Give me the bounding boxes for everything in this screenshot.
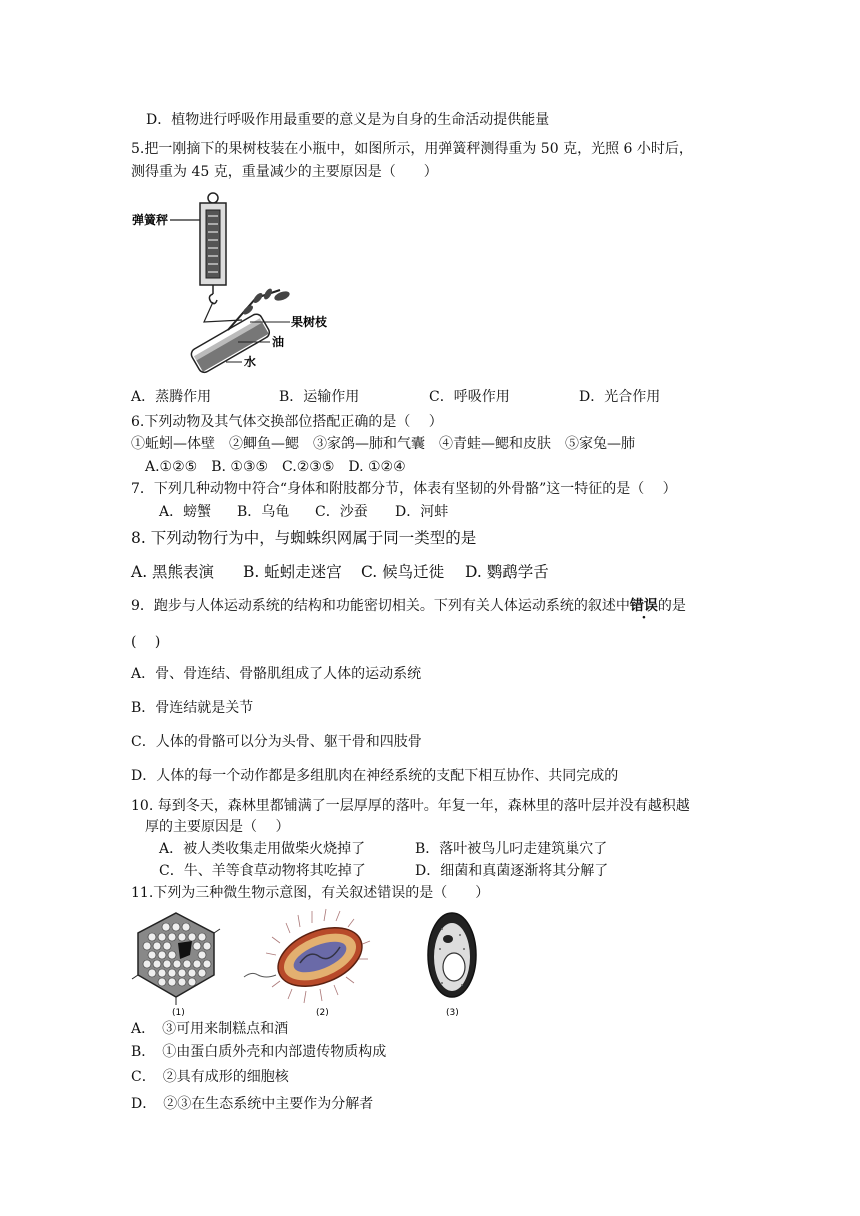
q7-options — [159, 503, 448, 521]
q6-stem: 6.下列动物及其气体交换部位搭配正确的是（ ） — [131, 414, 443, 430]
q6-options: A.①②⑤ B. ①③⑤ C.②③⑤ D. ①②④ — [145, 459, 406, 475]
q5-stem-line2: 测得重为 45 克，重量减少的主要原因是（ ） — [131, 164, 438, 180]
q8-option-d: D. 鹦鹉学舌 — [465, 563, 549, 581]
q10-option-c: C．牛、羊等食草动物将其吃掉了 — [159, 863, 366, 879]
q9-stem-post: 的是 — [657, 598, 686, 614]
q9-stem-pre: 9．跑步与人体运动系统的结构和功能密切相关。下列有关人体运动系统的叙述中 — [131, 598, 630, 614]
q9-option-b: B．骨连结就是关节 — [131, 700, 254, 716]
q11-stem: 11.下列为三种微生物示意图，有关叙述错误的是（ ） — [131, 885, 490, 901]
q11-option-c: C． ②具有成形的细胞核 — [131, 1069, 289, 1085]
q5-spring-scale-figure — [130, 190, 330, 380]
q5-stem-line1: 5.把一刚摘下的果树枝装在小瓶中，如图所示，用弹簧秤测得重为 50 克，光照 6 小时后， — [131, 141, 693, 157]
figure-label-1: (1) — [172, 1008, 185, 1017]
q6-items: ①蚯蚓—体壁 ②鲫鱼—鳃 ③家鸽—肺和气囊 ④青蛙—鳃和皮肤 ⑤家兔—肺 — [131, 436, 635, 452]
q8-options — [131, 563, 549, 581]
figure-label-branch: 果树枝 — [291, 315, 328, 329]
q9-emphasis-word: 错误 — [629, 598, 658, 614]
q5-option-c: C．呼吸作用 — [429, 389, 510, 405]
q5-option-a: A．蒸腾作用 — [131, 389, 212, 405]
q8-option-a: A. 黑熊表演 — [131, 563, 215, 581]
q9-stem — [131, 597, 686, 615]
q8-option-c: C. 候鸟迁徙 — [361, 563, 445, 581]
q7-option-a: A．螃蟹 — [159, 504, 212, 520]
q7-stem: 7．下列几种动物中符合“身体和附肢都分节，体表有坚韧的外骨骼”这一特征的是（ ） — [131, 481, 677, 497]
q7-option-c: C．沙蚕 — [315, 504, 368, 520]
q7-option-d: D．河蚌 — [395, 504, 449, 520]
q10-stem-line2: 厚的主要原因是（ ） — [145, 819, 290, 835]
figure-label-scale: 弹簧秤 — [132, 213, 169, 227]
figure-label-water: 水 — [244, 355, 257, 369]
figure-label-2: (2) — [316, 1008, 329, 1017]
q7-option-b: B．乌龟 — [237, 504, 290, 520]
q9-answer-paren: ( ) — [131, 634, 161, 650]
q5-option-d: D．光合作用 — [579, 389, 661, 405]
q11-option-b: B． ①由蛋白质外壳和内部遗传物质构成 — [131, 1044, 387, 1060]
q9-option-c: C．人体的骨骼可以分为头骨、躯干骨和四肢骨 — [131, 734, 422, 750]
q10-options-row1 — [159, 840, 607, 858]
figure-label-3: (3) — [446, 1008, 459, 1017]
q5-options — [131, 388, 660, 406]
q11-microorganisms-figure — [130, 905, 510, 1017]
q9-option-a: A．骨、骨连结、骨骼肌组成了人体的运动系统 — [131, 666, 422, 682]
q8-option-b: B. 蚯蚓走迷宫 — [243, 563, 342, 581]
q10-option-b: B．落叶被鸟儿叼走建筑巢穴了 — [415, 841, 608, 857]
virus-image — [132, 913, 220, 1017]
bacterium-image — [244, 909, 371, 1017]
q11-option-a: A． ③可用来制糕点和酒 — [131, 1021, 289, 1037]
q10-option-a: A．被人类收集走用做柴火烧掉了 — [159, 841, 366, 857]
q9-option-d: D．人体的每一个动作都是多组肌肉在神经系统的支配下相互协作、共同完成的 — [131, 768, 619, 784]
q10-options-row2 — [159, 862, 608, 880]
q5-option-b: B．运输作用 — [279, 389, 360, 405]
q4-option-d: D．植物进行呼吸作用最重要的意义是为自身的生命活动提供能量 — [146, 112, 550, 128]
q11-option-d: D． ②③在生态系统中主要作为分解者 — [131, 1096, 374, 1112]
figure-label-oil: 油 — [272, 335, 285, 349]
yeast-image — [428, 913, 476, 1017]
q8-stem: 8. 下列动物行为中，与蜘蛛织网属于同一类型的是 — [131, 529, 477, 547]
q10-stem-line1: 10. 每到冬天，森林里都铺满了一层厚厚的落叶。年复一年，森林里的落叶层并没有越积越 — [131, 798, 690, 814]
q10-option-d: D．细菌和真菌逐渐将其分解了 — [415, 863, 609, 879]
